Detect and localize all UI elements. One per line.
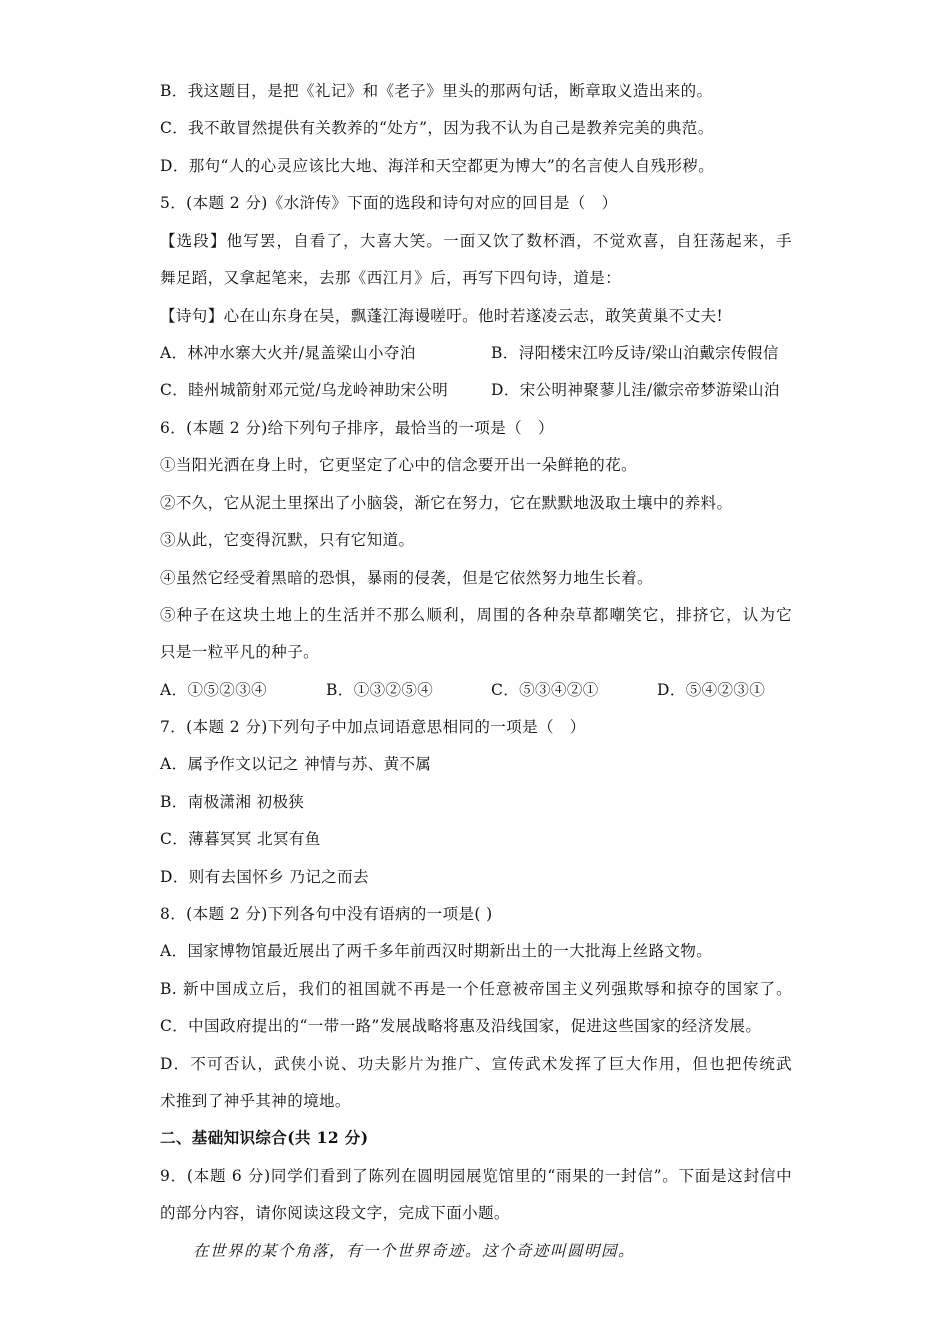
q8-option-c: C．中国政府提出的“一带一路”发展战略将惠及沿线国家，促进这些国家的经济发展。 bbox=[160, 1017, 762, 1035]
section-heading: 二、基础知识综合(共 12 分) bbox=[160, 1128, 369, 1147]
q8-option-b: B. 新中国成立后，我们的祖国就不再是一个任意被帝国主义列强欺辱和掠夺的国家了。 bbox=[160, 980, 792, 998]
q5-option-d: D．宋公明神聚蓼儿洼/徽宗帝梦游梁山泊 bbox=[491, 381, 780, 399]
q9-stem-line1: 9．(本题 6 分)同学们看到了陈列在圆明园展览馆里的“雨果的一封信”。下面是这封信中 bbox=[160, 1167, 792, 1185]
q5-option-b: B．浔阳楼宋江吟反诗/梁山泊戴宗传假信 bbox=[491, 344, 779, 362]
q6-sentence-5-line2: 只是一粒平凡的种子。 bbox=[160, 643, 320, 661]
q7-stem: 7．(本题 2 分)下列句子中加点词语意思相同的一项是（ ） bbox=[160, 718, 586, 736]
q6-option-d: D．⑤④②③① bbox=[657, 681, 766, 699]
q6-option-a: A．①⑤②③④ bbox=[160, 681, 267, 699]
q4-option-c: C．我不敢冒然提供有关教养的“处方”，因为我不认为自己是教养完美的典范。 bbox=[160, 119, 714, 137]
q5-option-a: A．林冲水寨大火并/晁盖梁山小夺泊 bbox=[160, 344, 416, 362]
q6-sentence-3: ③从此，它变得沉默，只有它知道。 bbox=[160, 531, 415, 549]
q6-option-b: B．①③②⑤④ bbox=[326, 681, 434, 699]
q4-option-b: B．我这题目，是把《礼记》和《老子》里头的那两句话，断章取义造出来的。 bbox=[160, 82, 713, 100]
q9-letter-line1: 在世界的某个角落，有一个世界奇迹。这个奇迹叫圆明园。 bbox=[193, 1242, 636, 1260]
q8-stem: 8．(本题 2 分)下列各句中没有语病的一项是( ) bbox=[160, 905, 493, 923]
q5-option-c: C．睦州城箭射邓元觉/乌龙岭神助宋公明 bbox=[160, 381, 449, 399]
q8-option-d-line1: D．不可否认，武侠小说、功夫影片为推广、宣传武术发挥了巨大作用，但也把传统武 bbox=[160, 1055, 792, 1073]
q5-passage-line1: 【选段】他写罢，自看了，大喜大笑。一面又饮了数杯酒，不觉欢喜，自狂荡起来，手 bbox=[160, 232, 792, 250]
q9-stem-line2: 的部分内容，请你阅读这段文字，完成下面小题。 bbox=[160, 1204, 510, 1222]
q7-option-a: A．属予作文以记之 神情与苏、黄不属 bbox=[160, 755, 432, 773]
q5-passage-line2: 舞足蹈，又拿起笔来，去那《西江月》后，再写下四句诗，道是： bbox=[160, 269, 622, 287]
q5-stem: 5．(本题 2 分)《水浒传》下面的选段和诗句对应的回目是（ ） bbox=[160, 194, 618, 212]
q7-option-c: C．薄暮冥冥 北冥有鱼 bbox=[160, 830, 321, 848]
q6-option-c: C．⑤③④②① bbox=[491, 681, 599, 699]
q4-option-d: D．那句“人的心灵应该比大地、海洋和天空都更为博大”的名言使人自残形秽。 bbox=[160, 157, 715, 175]
q6-sentence-2: ②不久，它从泥土里探出了小脑袋，渐它在努力，它在默默地汲取土壤中的养料。 bbox=[160, 494, 733, 512]
q7-option-d: D．则有去国怀乡 乃记之而去 bbox=[160, 868, 369, 886]
q6-sentence-1: ①当阳光洒在身上时，它更坚定了心中的信念要开出一朵鲜艳的花。 bbox=[160, 456, 638, 474]
q7-option-b: B．南极潇湘 初极狭 bbox=[160, 793, 305, 811]
q6-stem: 6．(本题 2 分)给下列句子排序，最恰当的一项是（ ） bbox=[160, 419, 554, 437]
q8-option-d-line2: 术推到了神乎其神的境地。 bbox=[160, 1092, 351, 1110]
q6-sentence-5-line1: ⑤种子在这块土地上的生活并不那么顺利，周围的各种杂草都嘲笑它，排挤它，认为它 bbox=[160, 606, 792, 624]
q5-poem: 【诗句】心在山东身在吴，飘蓬江海谩嗟吁。他时若遂凌云志，敢笑黄巢不丈夫! bbox=[160, 307, 724, 325]
q8-option-a: A．国家博物馆最近展出了两千多年前西汉时期新出土的一大批海上丝路文物。 bbox=[160, 942, 713, 960]
q6-sentence-4: ④虽然它经受着黑暗的恐惧，暴雨的侵袭，但是它依然努力地生长着。 bbox=[160, 569, 653, 587]
